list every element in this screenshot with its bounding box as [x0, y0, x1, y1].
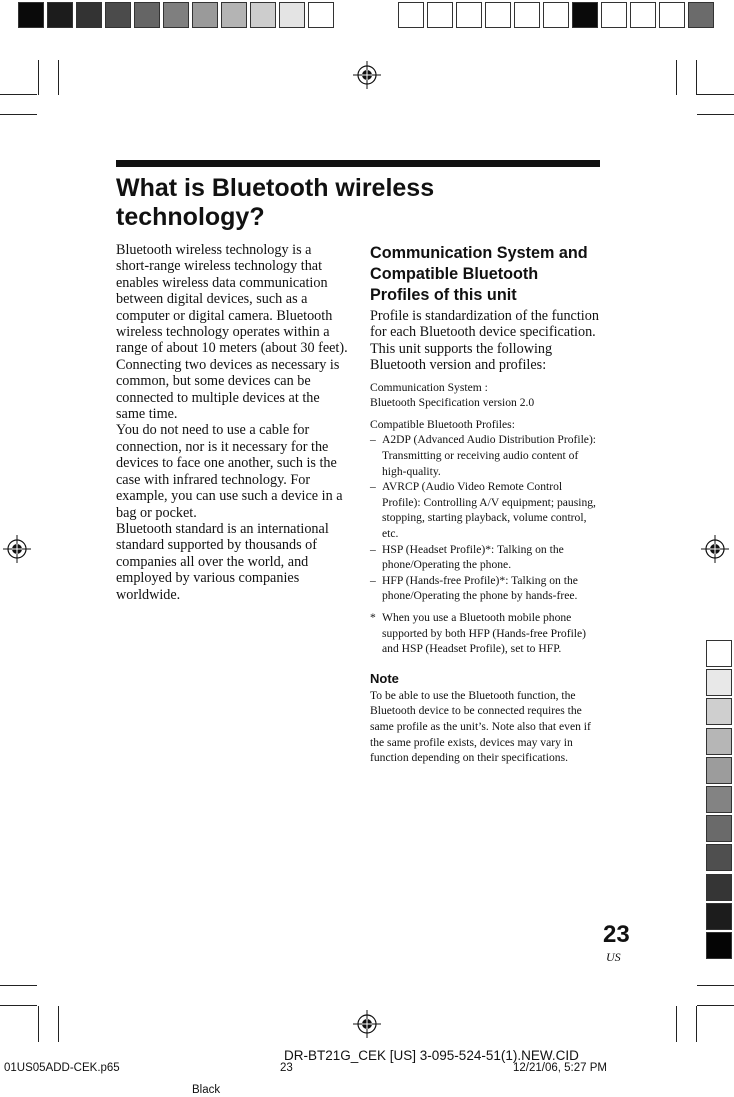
comm-system-label: Communication System :	[370, 380, 488, 394]
footnote	[370, 610, 602, 657]
left-column	[116, 242, 348, 603]
list-marker: –	[370, 573, 376, 587]
list-marker: –	[370, 480, 376, 494]
list-item	[370, 432, 602, 479]
intro-paragraph: Profile is standardization of the function for each Bluetooth device specification. This unit supports the following Bluetooth version and profiles:	[370, 308, 599, 374]
color-swatch	[76, 2, 102, 28]
color-swatch	[427, 2, 453, 28]
footer-plate-color: Black	[192, 1084, 221, 1096]
color-swatch	[706, 728, 732, 755]
list-marker: –	[370, 542, 376, 556]
paragraph: Bluetooth standard is an international standard supported by thousands of companies all over the world, and employed by various companies worldwide.	[116, 520, 329, 603]
color-swatch	[221, 2, 247, 28]
paragraph: Connecting two devices as necessary is common, but some devices can be connected to multiple devices at the same time.	[116, 356, 340, 423]
color-swatch	[134, 2, 160, 28]
page-region: US	[606, 950, 621, 964]
color-swatch	[47, 2, 73, 28]
color-swatch	[398, 2, 424, 28]
list-item	[370, 573, 602, 604]
color-swatch	[192, 2, 218, 28]
list-item	[370, 542, 602, 573]
color-swatch	[514, 2, 540, 28]
color-swatch	[485, 2, 511, 28]
color-swatch	[543, 2, 569, 28]
color-swatch	[706, 874, 732, 901]
color-swatch	[572, 2, 598, 28]
paragraph: You do not need to use a cable for connection, nor is it necessary for the devices to face one another, such is the case with infrared technology. For example, you can use such a device in a bag or pocket.	[116, 422, 343, 521]
comm-system-value: Bluetooth Specification version 2.0	[370, 396, 535, 410]
list-item	[370, 479, 602, 541]
color-swatch	[706, 844, 732, 871]
page-title: What is Bluetooth wireless technology?	[116, 174, 435, 231]
list-item-text: AVRCP (Audio Video Remote Control Profile): Controlling A/V equipment; pausing, stopping, starting playback, volume control, etc.	[382, 480, 596, 540]
profiles-label: Compatible Bluetooth Profiles:	[370, 417, 515, 431]
registration-target-icon	[701, 535, 729, 563]
list-marker: –	[370, 433, 376, 447]
color-swatch	[706, 815, 732, 842]
footnote-text: When you use a Bluetooth mobile phone supported by both HFP (Hands-free Profile) and HSP (Headset Profile), set to HFP.	[382, 610, 587, 656]
color-swatch	[706, 786, 732, 813]
color-swatch	[105, 2, 131, 28]
color-swatch	[163, 2, 189, 28]
color-swatch	[706, 640, 732, 667]
note-heading: Note	[370, 670, 399, 686]
color-swatch	[706, 903, 732, 930]
color-swatch	[456, 2, 482, 28]
color-swatch	[279, 2, 305, 28]
list-item-text: A2DP (Advanced Audio Distribution Profile): Transmitting or receiving audio content of high-quality.	[382, 433, 597, 478]
color-swatch	[706, 932, 732, 959]
list-item-text: HSP (Headset Profile)*: Talking on the phone/Operating the phone.	[382, 542, 564, 572]
registration-target-icon	[353, 61, 381, 89]
color-swatch	[706, 698, 732, 725]
footer-page: 23	[280, 1062, 293, 1074]
registration-target-icon	[353, 1010, 381, 1038]
title-rule	[116, 160, 600, 167]
section-heading: Communication System and Compatible Bluetooth Profiles of this unit	[370, 244, 588, 304]
color-swatch	[18, 2, 44, 28]
footer-job-id: DR-BT21G_CEK [US] 3-095-524-51(1).NEW.CID	[284, 1048, 579, 1063]
color-swatch	[706, 669, 732, 696]
right-column	[370, 243, 602, 766]
color-swatch	[601, 2, 627, 28]
color-swatch	[659, 2, 685, 28]
color-swatch	[706, 757, 732, 784]
color-swatch	[688, 2, 714, 28]
page-number: 23	[603, 921, 630, 948]
registration-target-icon	[3, 535, 31, 563]
footer-date: 12/21/06, 5:27 PM	[513, 1062, 607, 1074]
paragraph: Bluetooth wireless technology is a short-range wireless technology that enables wireless data communication between digital devices, such as a computer or digital camera. Bluetooth wireless technology operates within a range of about 10 meters (about 30 feet).	[116, 242, 348, 357]
footer-filename: 01US05ADD-CEK.p65	[4, 1062, 120, 1074]
color-swatch	[250, 2, 276, 28]
color-swatch	[630, 2, 656, 28]
list-item-text: HFP (Hands-free Profile)*: Talking on the phone/Operating the phone by hands-free.	[382, 573, 578, 603]
footnote-marker: *	[370, 610, 376, 624]
color-swatch	[308, 2, 334, 28]
note-text: To be able to use the Bluetooth function, the Bluetooth device to be connected requires the same profile as the unit’s. Note also that even if the same profile exists, devices may vary in function depending on their specifications.	[370, 688, 591, 765]
